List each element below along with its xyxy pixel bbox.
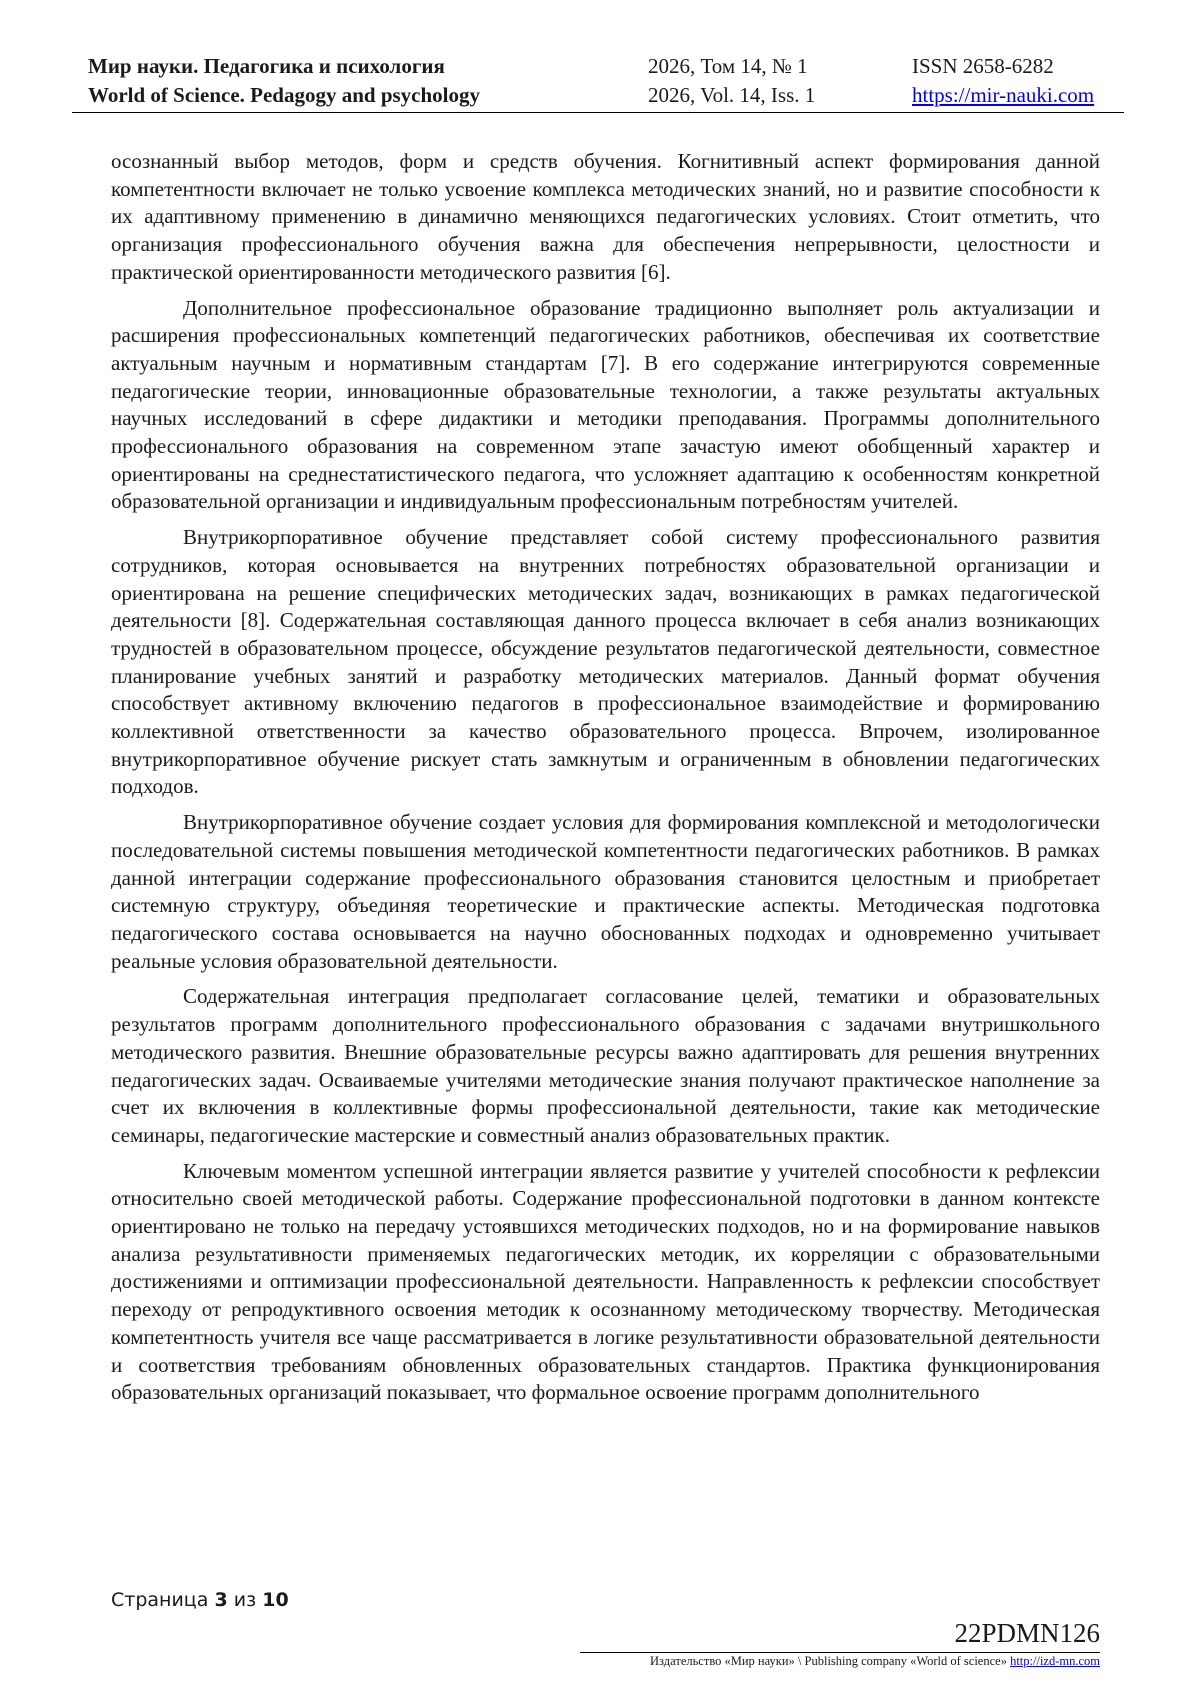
publisher-text: Издательство «Мир науки» \ Publishing company «World of science» — [650, 1654, 1007, 1668]
issn-block — [912, 52, 1094, 110]
page-total: 10 — [262, 1589, 289, 1611]
publisher-info — [650, 1654, 1100, 1669]
issn: ISSN 2658-6282 — [912, 54, 1054, 78]
page-label: Страница — [111, 1589, 209, 1611]
page-of: из — [233, 1589, 257, 1611]
article-body — [111, 148, 1100, 1415]
paragraph: Внутрикорпоративное обучение создает условия для формирования комплексной и методологически последовательной системы повышения методической компетентности педагогических работников. В рамках данной интеграции содержание профессионального образования становится целостным и приобретает системную структуру, объединяя теоретические и практические аспекты. Методическая подготовка педагогического состава основывается на научно обоснованных подходах и одновременно учитывает реальные условия образовательной деятельности. — [111, 810, 1100, 973]
page-current: 3 — [214, 1589, 228, 1611]
footer-rule — [580, 1652, 1100, 1653]
paragraph: Дополнительное профессиональное образование традиционно выполняет роль актуализации и расширения профессиональных компетенций педагогических работников, обеспечивая их соответствие актуальным научным и нормативным стандартам [7]. В его содержание интегрируются современные педагогические теории, инновационные образовательные технологии, а также результаты актуальных научных исследований в сфере дидактики и методики преподавания. Программы дополнительного профессионального образования на современном этапе зачастую имеют обобщенный характер и ориентированы на среднестатистического педагога, что усложняет адаптацию к особенностям конкретной образовательной организации и индивидуальным профессиональным потребностям учителей. — [111, 295, 1100, 514]
publisher-link[interactable]: http://izd-mn.com — [1010, 1654, 1100, 1668]
paragraph: Внутрикорпоративное обучение представляет собой систему профессионального развития сотрудников, которая основывается на внутренних потребностях образовательной организации и ориентирована на решение специфических методических задач, возникающих в рамках педагогической деятельности [8]. Содержательная составляющая данного процесса включает в себя анализ возникающих трудностей в образовательном процессе, обсуждение результатов педагогической деятельности, совместное планирование учебных занятий и разработку методических материалов. Данный формат обучения способствует активному включению педагогов в профессиональное взаимодействие и формированию коллективной ответственности за качество образовательного процесса. Впрочем, изолированное внутрикорпоративное обучение рискует стать замкнутым и ограниченным в обновлении педагогических подходов. — [111, 525, 1100, 799]
issue-info — [648, 52, 815, 110]
journal-site-link[interactable]: https://mir-nauki.com — [912, 83, 1095, 107]
paragraph: Содержательная интеграция предполагает согласование целей, тематики и образовательных результатов программ дополнительного профессионального образования с задачами внутришкольного методического развития. Внешние образовательные ресурсы важно адаптировать для решения внутренних педагогических задач. Осваиваемые учителями методические знания получают практическое наполнение за счет их включения в коллективные формы профессиональной деятельности, такие как методические семинары, педагогические мастерские и совместный анализ образовательных практик. — [111, 984, 1100, 1147]
journal-title-ru: Мир науки. Педагогика и психология — [88, 54, 445, 78]
article-code: 22PDMN126 — [954, 1618, 1100, 1648]
page-number — [111, 1589, 289, 1611]
issue-ru: 2026, Том 14, № 1 — [648, 54, 808, 78]
paragraph: Ключевым моментом успешной интеграции является развитие у учителей способности к рефлексии относительно своей методической работы. Содержание профессиональной подготовки в данном контексте ориентировано не только на передачу устоявшихся методических подходов, но и на формирование навыков анализа результативности применяемых педагогических методик, их корреляции с образовательными достижениями и оптимизации профессиональной деятельности. Направленность к рефлексии способствует переходу от репродуктивного освоения методик к осознанному методическому творчеству. Методическая компетентность учителя все чаще рассматривается в логике результативности образовательной деятельности и соответствия требованиям обновленных образовательных стандартов. Практика функционирования образовательных организаций показывает, что формальное освоение программ дополнительного — [111, 1158, 1100, 1405]
journal-title — [88, 52, 480, 110]
issue-en: 2026, Vol. 14, Iss. 1 — [648, 83, 816, 107]
journal-title-en: World of Science. Pedagogy and psychology — [88, 83, 481, 107]
running-header — [72, 48, 1124, 113]
paragraph-continued: осознанный выбор методов, форм и средств обучения. Когнитивный аспект формирования данной компетентности включает не только усвоение комплекса методических знаний, но и развитие способности к их адаптивному применению в динамично меняющихся педагогических условиях. Стоит отметить, что организация профессионального обучения важна для обеспечения непрерывности, целостности и практической ориентированности методического развития [6]. — [111, 149, 1100, 284]
